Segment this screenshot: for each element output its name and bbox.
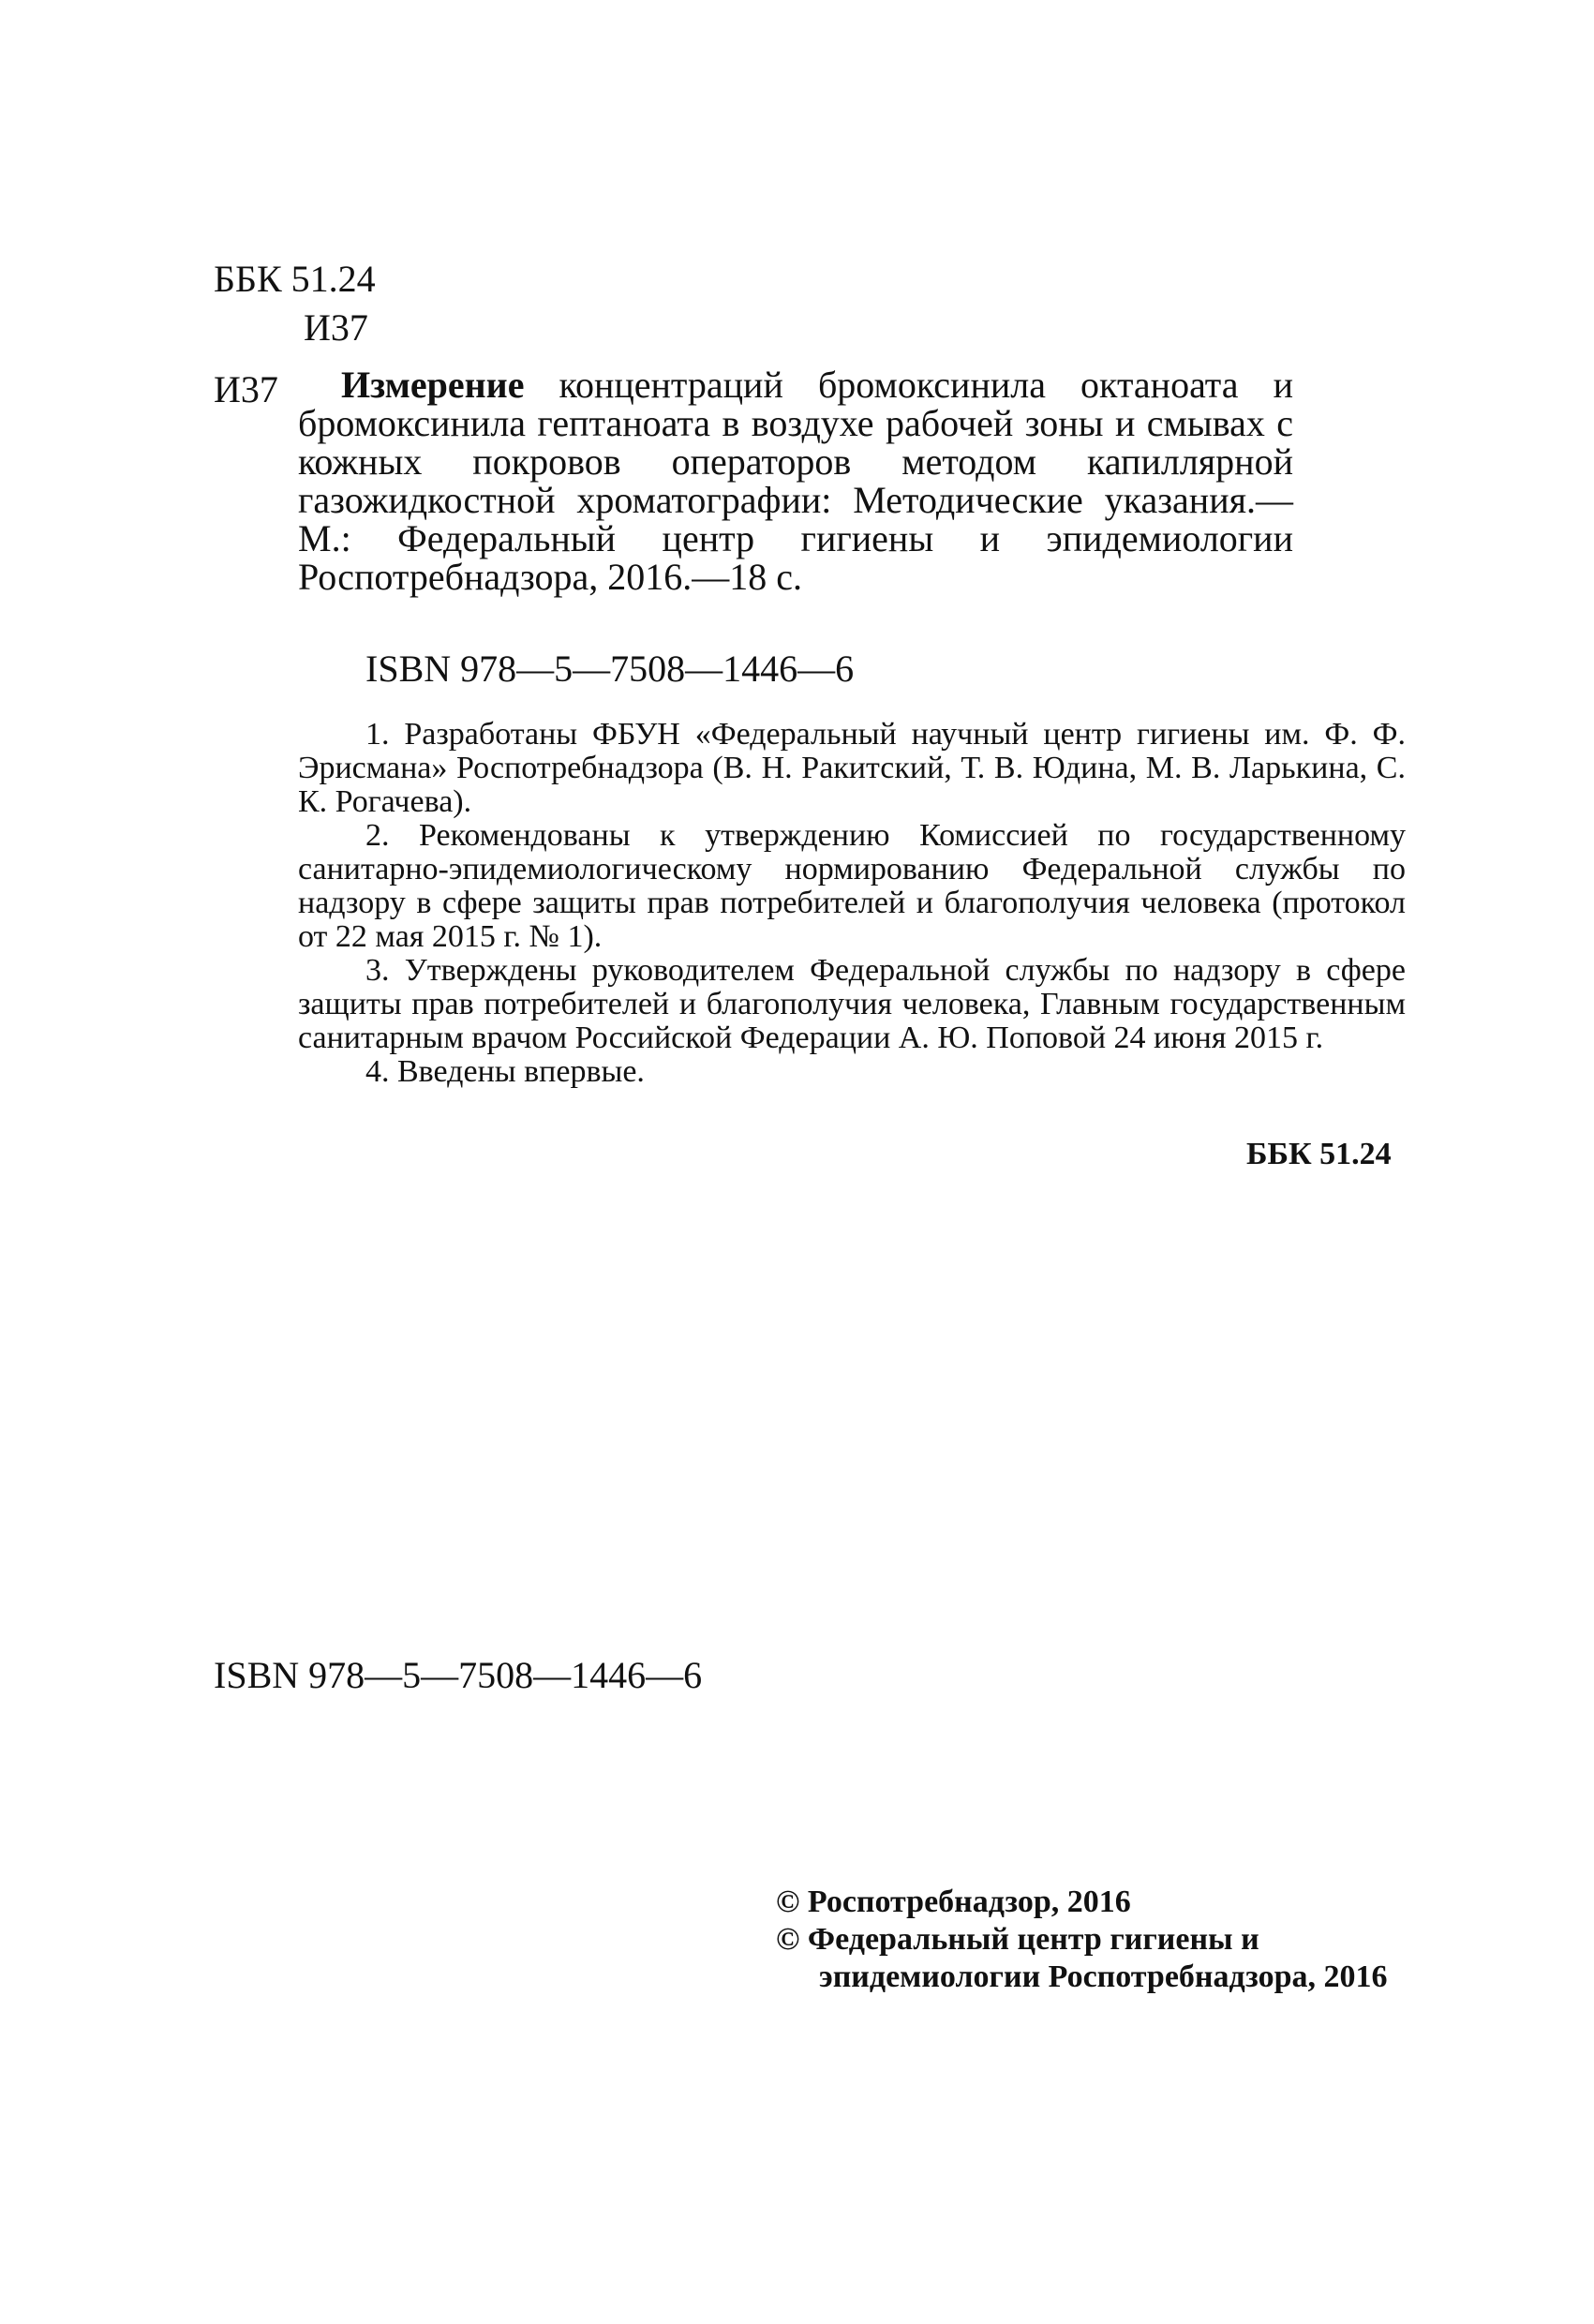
entry-author-mark: И37 [214,368,278,410]
bbk-code-right: ББК 51.24 [1246,1137,1392,1171]
author-mark: И37 [304,306,368,349]
copyright-line-2: © Федеральный центр гигиены и [776,1922,1259,1957]
copyright-line-3: эпидемиологии Роспотребнадзора, 2016 [819,1959,1388,1994]
note-recommended: 2. Рекомендованы к утверждению Комиссией по государственному санитарно-эпидемиологическому нормированию Федеральной службы по надзору в сфере защиты прав потребителей и благополучия человека (протокол от 22 мая 2015 г. № 1). [298,818,1406,954]
notes-list [298,718,1406,1089]
copyright-line-1: © Роспотребнадзор, 2016 [776,1885,1131,1919]
note-introduced: 4. Введены впервые. [365,1054,645,1089]
copyright-block [776,1884,1432,1996]
entry-title: Измерение [341,364,525,406]
isbn-entry: ISBN 978—5—7508—1446—6 [365,648,855,690]
bibliographic-entry [298,365,1293,596]
bbk-classification-block [214,255,376,352]
note-approved: 3. Утверждены руководителем Федеральной службы по надзору в сфере защиты прав потребителей и благополучия человека, Главным государственным санитарным врачом Российской Федерации А. Ю. Поповой 24 июня 2015 г. [298,953,1406,1055]
isbn-bottom: ISBN 978—5—7508—1446—6 [214,1654,703,1696]
entry-description: концентраций бромоксинила октаноата и бромоксинила гептаноата в воздухе рабочей зоны и смывах с кожных покровов операторов методом капиллярной газожидкостной хроматографии: Методические указания.—М.: Федеральный центр гигиены и эпидемиологии Роспотребнадзора, 2016.—18 с. [298,364,1293,598]
note-developed: 1. Разработаны ФБУН «Федеральный научный центр гигиены им. Ф. Ф. Эрисмана» Роспотребнадзора (В. Н. Ракитский, Т. В. Юдина, М. В. Ларькина, С. К. Рогачева). [298,717,1406,819]
bbk-code: ББК 51.24 [214,258,376,300]
